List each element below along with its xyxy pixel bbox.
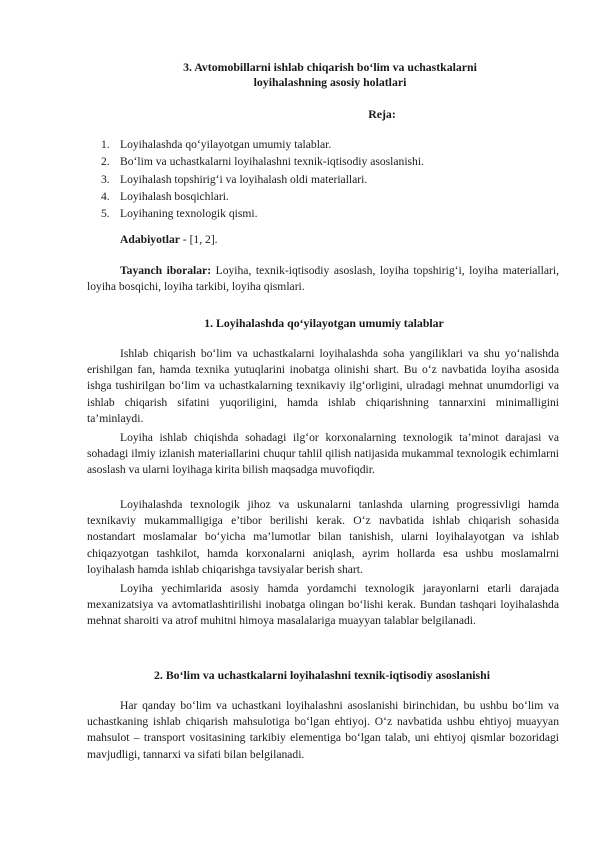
title-line-1: 3. Avtomobillarni ishlab chiqarish bo‘lim va uchastkalarni [183, 60, 477, 74]
section-1-heading: 1. Loyihalashda qo‘yilayotgan umumiy talablar [204, 316, 444, 330]
plan-item-text: Bo‘lim va uchastkalarni loyihalashni texnik-iqtisodiy asoslanishi. [120, 155, 424, 169]
plan-item-number: 3. [101, 172, 110, 186]
plan-item-text: Loyihaning texnologik qismi. [120, 207, 258, 221]
plan-item-number: 2. [101, 155, 110, 169]
plan-item-number: 4. [101, 189, 110, 203]
paragraph-text: Ishlab chiqarish bo‘lim va uchastkalarni loyihalashda soha yangiliklari va shu yo‘nalishda erishilgan fan, hamda texnika yutuqlarini inobatga olinishi shart. Bu o‘z navbatida loyiha asosida ishga tushirilgan bo‘lim va uchastkalarning texnikaviy ilg‘orligini, ulradagi mehnat unumdorligi va ishlab chiqarish sifatini yuqoriligini, hamda ishlab chiqarishning tannarxini minimalligini ta’minlaydi. [87, 347, 559, 425]
keywords-paragraph [87, 263, 559, 295]
plan-heading: Reja: [368, 107, 396, 121]
section-2-heading: 2. Bo‘lim va uchastkalarni loyihalashni texnik-iqtisodiy asoslanishi [154, 668, 490, 682]
paragraph-text: Loyiha yechimlarida asosiy hamda yordamchi texnologik jarayonlarni etarli darajada mexanizatsiya va avtomatlashtirilishi inobatga olingan bo‘lishi kerak. Bundan tashqari loyihalashda mehnat sharoiti va atrof muhitni himoya masalalariga muayyan talablar belgilanadi. [87, 582, 559, 628]
plan-item [101, 136, 424, 153]
title-line-2: loyihalashning asosiy holatlari [253, 75, 407, 89]
section-1-paragraph [87, 581, 559, 630]
references-label: Adabiyotlar [120, 233, 180, 246]
plan-item [101, 188, 424, 205]
plan-item-number: 1. [101, 138, 110, 151]
paragraph-text: Har qanday bo‘lim va uchastkani loyihalashni asoslanishi birinchidan, bu ushbu bo‘lim va uchastkaning ishlab chiqarish mahsulotiga bo‘lgan ehtiyoj. O‘z navbatida ushbu ehtiyoj muayyan mahsulot – transport vositasining tarkibiy elementiga bo‘lgan talab, uni ehtiyoj qismlar bozoridagi mavjudligi, tannarxi va sifati bilan belgilanadi. [87, 699, 559, 761]
section-2-paragraph [87, 698, 559, 763]
section-1-paragraph [87, 346, 559, 427]
plan-item [101, 171, 424, 188]
plan-item [101, 205, 424, 222]
plan-item [101, 153, 424, 170]
keywords-text: Loyiha, texnik-iqtisodiy asoslash, loyiha topshirig‘i, loyiha materiallari, loyiha bosqichi, loyiha tarkibi, loyiha qismlari. [87, 264, 560, 294]
plan-list [101, 136, 424, 222]
section-1-paragraph [87, 430, 559, 479]
paragraph-text: Loyiha ishlab chiqishda sohadagi ilg‘or korxonalarning texnologik ta’minot darajasi va sohadagi ilmiy izlanish materiallarini chuqur tahlil qilish natijasida mukammal texnologik echimlarni asoslash va ularni loyihaga kirita bilish maqsadga muvofiqdir. [87, 431, 559, 477]
paragraph-text: Loyihalashda texnologik jihoz va uskunalarni tanlashda ularning progressivligi hamda texnikaviy mukammalligiga e’tibor berilishi kerak. O‘z navbatida ishlab chiqarish sohasida nostandart moslamalar bo‘yicha ma’lumotlar bilan tanishish, ularni loyihalayotgan va ishlab chiqazyotgan tashkilot, hamda korxonalarni aniqlash, ayrim hollarda esa ushbu moslamalrni loyihalash hamda ishlab chiqarishga tavsiyalar berish shart. [87, 498, 559, 576]
section-1-paragraph [87, 497, 559, 578]
document-title [90, 60, 570, 90]
plan-item-text: Loyihalash topshirig‘i va loyihalash oldi materiallari. [120, 172, 368, 186]
references-line [120, 233, 218, 246]
plan-item-text: Loyihalash bosqichlari. [120, 189, 229, 203]
plan-item-number: 5. [101, 207, 110, 221]
references-list: - [1, 2]. [179, 233, 218, 246]
keywords-label: Tayanch iboralar: [120, 264, 212, 277]
plan-item-text: Loyihalashda qo‘yilayotgan umumiy talablar. [120, 138, 332, 151]
